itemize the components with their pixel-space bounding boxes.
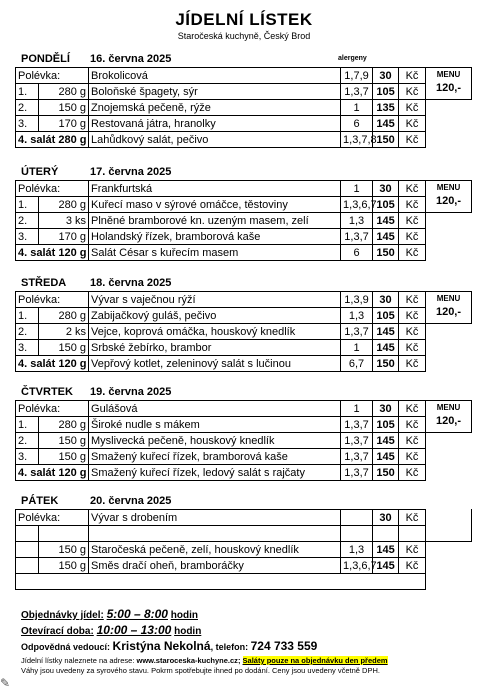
salad-price: 150 xyxy=(373,132,399,148)
salad-weight: salát 120 g xyxy=(30,466,87,479)
menu-price: 120,- xyxy=(435,82,462,94)
item-number: 2. xyxy=(16,324,39,340)
soup-label: Polévka: xyxy=(16,292,89,308)
currency: Kč xyxy=(399,68,426,84)
menu-price: 120,- xyxy=(435,306,462,318)
item-price: 105 xyxy=(373,84,399,100)
item-number: 3. xyxy=(16,229,39,245)
item-price: 105 xyxy=(373,417,399,433)
item-number xyxy=(16,526,39,542)
opening-unit: hodin xyxy=(174,626,202,637)
currency: Kč xyxy=(399,465,426,481)
item-name: Směs dračí oheň, bramboráčky xyxy=(89,558,341,574)
table-row xyxy=(16,526,426,542)
item-name: Široké nudle s mákem xyxy=(89,417,341,433)
opening-label: Otevírací doba: xyxy=(21,626,94,637)
item-number: 3. xyxy=(16,340,39,356)
day-menu-table xyxy=(15,180,426,261)
item-name: Myslivecká pečeně, houskový knedlík xyxy=(89,433,341,449)
item-name: Plněné bramborové kn. uzeným masem, zelí xyxy=(89,213,341,229)
table-row xyxy=(16,324,426,340)
orders-line xyxy=(21,607,198,621)
item-weight: 280 g xyxy=(39,84,89,100)
menu-price-box xyxy=(425,400,472,433)
item-name: Smažený kuřecí řízek, bramborová kaše xyxy=(89,449,341,465)
salad-price: 150 xyxy=(373,465,399,481)
day-date: 18. června 2025 xyxy=(90,277,172,289)
item-price: 145 xyxy=(373,433,399,449)
salad-note: Saláty pouze na objednávku den předem xyxy=(242,656,388,665)
salad-number: 4. xyxy=(18,133,28,146)
soup-allergens: 1,3,9 xyxy=(341,292,373,308)
day-name: STŘEDA xyxy=(21,277,67,289)
item-name: Znojemská pečeně, rýže xyxy=(89,100,341,116)
menu-label: MENU xyxy=(436,70,461,79)
day-menu-table xyxy=(15,509,426,590)
item-weight: 3 ks xyxy=(39,213,89,229)
soup-label: Polévka: xyxy=(16,401,89,417)
item-name: Kuřecí maso v sýrové omáčce, těstoviny xyxy=(89,197,341,213)
item-weight: 150 g xyxy=(39,433,89,449)
salad-number: 4. xyxy=(18,357,28,370)
empty-cell xyxy=(16,574,426,590)
soup-name: Frankfurtská xyxy=(89,181,341,197)
menu-label: MENU xyxy=(436,183,461,192)
item-weight: 170 g xyxy=(39,229,89,245)
currency: Kč xyxy=(399,229,426,245)
item-allergens: 1,3 xyxy=(341,213,373,229)
item-allergens: 1,3,7 xyxy=(341,84,373,100)
salad-allergens: 1,3,7 xyxy=(341,465,373,481)
item-allergens: 1,3,7 xyxy=(341,324,373,340)
salad-row xyxy=(16,356,426,372)
item-name: Vejce, koprová omáčka, houskový knedlík xyxy=(89,324,341,340)
item-number: 3. xyxy=(16,116,39,132)
currency: Kč xyxy=(399,308,426,324)
item-number xyxy=(16,542,39,558)
day-date: 20. června 2025 xyxy=(90,495,172,507)
day-date: 16. června 2025 xyxy=(90,53,172,65)
currency: Kč xyxy=(399,401,426,417)
table-row xyxy=(16,542,426,558)
item-allergens: 1,3,6,7 xyxy=(341,197,373,213)
item-allergens: 1,3,7 xyxy=(341,417,373,433)
item-allergens: 1,3,7 xyxy=(341,229,373,245)
item-name: Holandský řízek, bramborová kaše xyxy=(89,229,341,245)
item-weight xyxy=(39,526,89,542)
table-row xyxy=(16,84,426,100)
web-link[interactable]: www.staroceska-kuchyne.cz xyxy=(136,656,238,665)
day-name: ČTVRTEK xyxy=(21,386,73,398)
item-price: 135 xyxy=(373,100,399,116)
soup-row xyxy=(16,181,426,197)
currency: Kč xyxy=(399,197,426,213)
soup-row xyxy=(16,510,426,526)
item-price xyxy=(373,526,399,542)
salad-price: 150 xyxy=(373,245,399,261)
menu-price: 120,- xyxy=(435,195,462,207)
soup-allergens: 1,7,9 xyxy=(341,68,373,84)
empty-cell xyxy=(399,526,426,542)
menu-price-box xyxy=(425,180,472,213)
soup-name: Vývar s drobením xyxy=(89,510,341,526)
item-price: 105 xyxy=(373,197,399,213)
item-number: 1. xyxy=(16,197,39,213)
currency: Kč xyxy=(399,100,426,116)
soup-name: Vývar s vaječnou rýží xyxy=(89,292,341,308)
item-name: Zabijačkový guláš, pečivo xyxy=(89,308,341,324)
item-allergens xyxy=(341,526,373,542)
currency: Kč xyxy=(399,324,426,340)
pen-icon: ✎ xyxy=(0,676,11,690)
web-line xyxy=(21,656,388,665)
menu-price-box xyxy=(425,67,472,100)
item-number: 1. xyxy=(16,308,39,324)
currency: Kč xyxy=(399,132,426,148)
opening-hours-line xyxy=(21,623,201,637)
currency: Kč xyxy=(399,558,426,574)
item-price: 145 xyxy=(373,558,399,574)
salad-label xyxy=(16,245,89,261)
table-row xyxy=(16,197,426,213)
day-menu-table xyxy=(15,67,426,148)
currency: Kč xyxy=(399,356,426,372)
opening-time: 10:00 – 13:00 xyxy=(96,623,172,637)
soup-name: Gulášová xyxy=(89,401,341,417)
salad-allergens: 6 xyxy=(341,245,373,261)
item-allergens: 1,3 xyxy=(341,542,373,558)
salad-number: 4. xyxy=(18,246,28,259)
item-weight: 150 g xyxy=(39,100,89,116)
table-row xyxy=(16,433,426,449)
item-weight: 280 g xyxy=(39,308,89,324)
item-allergens: 6 xyxy=(341,116,373,132)
salad-row xyxy=(16,465,426,481)
item-price: 145 xyxy=(373,213,399,229)
currency: Kč xyxy=(399,417,426,433)
salad-name: Salát César s kuřecím masem xyxy=(89,245,341,261)
item-weight: 2 ks xyxy=(39,324,89,340)
soup-row xyxy=(16,68,426,84)
salad-number: 4. xyxy=(18,466,28,479)
item-price: 105 xyxy=(373,308,399,324)
orders-label: Objednávky jídel: xyxy=(21,610,104,621)
item-name xyxy=(89,526,341,542)
soup-allergens xyxy=(341,510,373,526)
orders-unit: hodin xyxy=(170,610,198,621)
item-name: Staročeská pečeně, zelí, houskový knedlík xyxy=(89,542,341,558)
soup-price: 30 xyxy=(373,292,399,308)
table-row xyxy=(16,116,426,132)
item-price: 145 xyxy=(373,229,399,245)
responsible-name: Kristýna Nekolná xyxy=(112,639,211,653)
item-weight: 150 g xyxy=(39,340,89,356)
salad-price: 150 xyxy=(373,356,399,372)
menu-label: MENU xyxy=(436,403,461,412)
item-number: 2. xyxy=(16,433,39,449)
web-separator: ; xyxy=(237,656,241,665)
item-allergens: 1,3,7 xyxy=(341,433,373,449)
salad-label xyxy=(16,132,89,148)
day-date: 19. června 2025 xyxy=(90,386,172,398)
salad-row xyxy=(16,132,426,148)
soup-price: 30 xyxy=(373,401,399,417)
currency: Kč xyxy=(399,433,426,449)
soup-label: Polévka: xyxy=(16,181,89,197)
responsible-label: Odpovědná vedoucí: xyxy=(21,642,111,652)
day-name: PONDĚLÍ xyxy=(21,53,70,65)
table-row xyxy=(16,213,426,229)
soup-label: Polévka: xyxy=(16,68,89,84)
table-row xyxy=(16,340,426,356)
day-menu-table xyxy=(15,400,426,481)
currency: Kč xyxy=(399,340,426,356)
soup-price: 30 xyxy=(373,510,399,526)
soup-row xyxy=(16,401,426,417)
salad-label xyxy=(16,465,89,481)
day-date: 17. června 2025 xyxy=(90,166,172,178)
item-weight: 150 g xyxy=(39,542,89,558)
currency: Kč xyxy=(399,213,426,229)
salad-weight: salát 280 g xyxy=(30,133,87,146)
raw-weight-note: Váhy jsou uvedeny za syrového stavu. Pokrm spotřebujte ihned po dodání. Ceny jsou uvedeny včetně DPH. xyxy=(21,666,380,675)
salad-name: Smažený kuřecí řízek, ledový salát s rajčaty xyxy=(89,465,341,481)
currency: Kč xyxy=(399,542,426,558)
item-number: 3. xyxy=(16,449,39,465)
item-allergens: 1,3,7 xyxy=(341,449,373,465)
table-row xyxy=(16,558,426,574)
salad-weight: salát 120 g xyxy=(30,246,87,259)
menu-price: 120,- xyxy=(435,415,462,427)
page-title: JÍDELNÍ LÍSTEK xyxy=(175,10,313,29)
currency: Kč xyxy=(399,84,426,100)
salad-label xyxy=(16,356,89,372)
item-allergens: 1 xyxy=(341,100,373,116)
table-row xyxy=(16,229,426,245)
currency: Kč xyxy=(399,116,426,132)
item-allergens: 1,3,6,7 xyxy=(341,558,373,574)
empty-row xyxy=(16,574,426,590)
table-row xyxy=(16,417,426,433)
salad-allergens: 6,7 xyxy=(341,356,373,372)
currency: Kč xyxy=(399,292,426,308)
soup-allergens: 1 xyxy=(341,401,373,417)
menu-label: MENU xyxy=(436,294,461,303)
soup-row xyxy=(16,292,426,308)
item-number: 2. xyxy=(16,213,39,229)
soup-label: Polévka: xyxy=(16,510,89,526)
salad-weight: salát 120 g xyxy=(30,357,87,370)
soup-price: 30 xyxy=(373,181,399,197)
web-text: Jídelní lístky naleznete na adrese: xyxy=(21,656,137,665)
item-number: 2. xyxy=(16,100,39,116)
soup-name: Brokolicová xyxy=(89,68,341,84)
item-allergens: 1,3 xyxy=(341,308,373,324)
salad-allergens: 1,3,7,8 xyxy=(341,132,373,148)
item-price: 145 xyxy=(373,542,399,558)
item-price: 145 xyxy=(373,449,399,465)
item-price: 145 xyxy=(373,324,399,340)
soup-allergens: 1 xyxy=(341,181,373,197)
table-row xyxy=(16,449,426,465)
item-name: Boloňské špagety, sýr xyxy=(89,84,341,100)
salad-name: Lahůdkový salát, pečivo xyxy=(89,132,341,148)
day-name: ÚTERÝ xyxy=(21,166,59,178)
item-weight: 150 g xyxy=(39,449,89,465)
currency: Kč xyxy=(399,449,426,465)
item-weight: 280 g xyxy=(39,417,89,433)
allergens-heading: alergeny xyxy=(338,55,367,62)
currency: Kč xyxy=(399,245,426,261)
responsible-line xyxy=(21,639,317,653)
soup-price: 30 xyxy=(373,68,399,84)
table-row xyxy=(16,100,426,116)
item-price: 145 xyxy=(373,340,399,356)
item-allergens: 1 xyxy=(341,340,373,356)
item-weight: 170 g xyxy=(39,116,89,132)
currency: Kč xyxy=(399,510,426,526)
phone-number: 724 733 559 xyxy=(250,639,318,653)
item-number xyxy=(16,558,39,574)
day-menu-table xyxy=(15,291,426,372)
item-name: Srbské žebírko, brambor xyxy=(89,340,341,356)
menu-price-box xyxy=(425,291,472,324)
salad-name: Vepřový kotlet, zeleninový salát s lučinou xyxy=(89,356,341,372)
orders-time: 5:00 – 8:00 xyxy=(106,607,168,621)
item-weight: 150 g xyxy=(39,558,89,574)
item-weight: 280 g xyxy=(39,197,89,213)
item-number: 1. xyxy=(16,417,39,433)
day-name: PÁTEK xyxy=(21,495,59,507)
salad-row xyxy=(16,245,426,261)
phone-label: , telefon: xyxy=(210,642,249,652)
currency: Kč xyxy=(399,181,426,197)
item-price: 145 xyxy=(373,116,399,132)
item-name: Restovaná játra, hranolky xyxy=(89,116,341,132)
item-number: 1. xyxy=(16,84,39,100)
table-row xyxy=(16,308,426,324)
menu-empty-box xyxy=(425,509,472,542)
restaurant-subtitle: Staročeská kuchyně, Český Brod xyxy=(177,31,311,41)
